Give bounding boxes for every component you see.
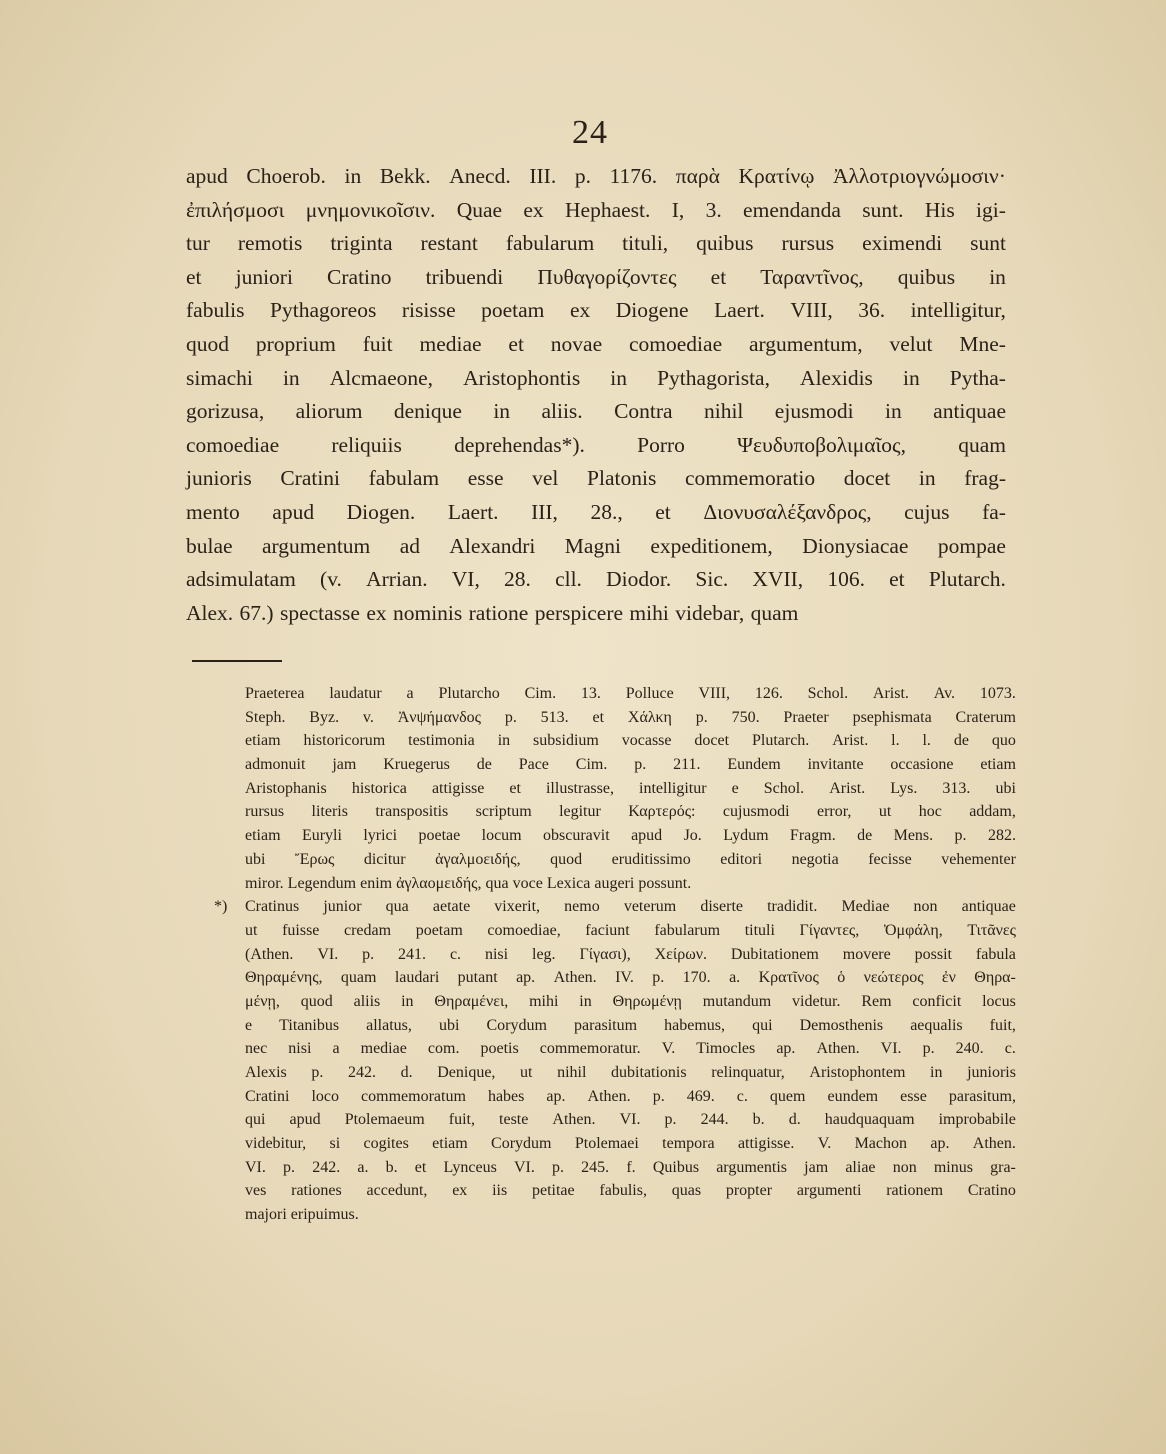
main-text-line: apud Choerob. in Bekk. Anecd. III. p. 1176. παρὰ Κρατίνῳ Ἀλλοτριογνώμοσιν· (186, 164, 1006, 188)
footnote-line: qui apud Ptolemaeum fuit, teste Athen. VI. p. 244. b. d. haudquaquam improbabile (245, 1111, 1016, 1129)
footnote-text: majori eripuimus. (245, 1206, 359, 1224)
main-text-line: mento apud Diogen. Laert. III, 28., et Διονυσαλέξανδρος, cujus fa- (186, 499, 1006, 524)
footnote-line: Cratini loco commemoratum habes ap. Athen. p. 469. c. quem eundem esse parasitum, (245, 1087, 1016, 1105)
main-text-line: adsimulatam (v. Arrian. VI, 28. cll. Diodor. Sic. XVII, 106. et Plutarch. (186, 567, 1006, 592)
footnote-line: videbitur, si cogites etiam Corydum Ptolemaei tempora attigisse. V. Machon ap. Athen. (245, 1135, 1016, 1153)
footnote-line (210, 872, 1016, 896)
footnote-line: Steph. Byz. v. Ἀνψήμανδος p. 513. et Χάλκη p. 750. Praeter psephismata Craterum (245, 708, 1016, 726)
footnote-line: ut fuisse credam poetam comoediae, faciunt fabularum tituli Γίγαντες, Ὀμφάλη, Τιτᾶνες (245, 921, 1016, 939)
footnote-line: rursus literis transpositis scriptum legitur Καρτερός: cujusmodi error, ut hoc addam, (245, 803, 1016, 821)
footnote-line: etiam Euryli lyrici poetae locum obscuravit apud Jo. Lydum Fragm. de Mens. p. 282. (245, 827, 1016, 845)
page-number: 24 (572, 114, 608, 151)
footnote-line (210, 1203, 1016, 1227)
main-text-line: ἐπιλήσμοσι μνημονικοῖσιν. Quae ex Hephaest. I, 3. emendanda sunt. His igi- (186, 197, 1006, 222)
footnote-line: Θηραμένης, quam laudari putant ap. Athen. IV. p. 170. a. Κρατῖνος ὁ νεώτερος ἐν Θηρα- (245, 969, 1016, 987)
footnote-line: admonuit jam Kruegerus de Pace Cim. p. 211. Eundem invitante occasione etiam (245, 756, 1016, 774)
main-text-line: Alex. 67.) spectasse ex nominis ratione perspicere mihi videbar, quam (186, 600, 799, 625)
footnote-line: (Athen. VI. p. 241. c. nisi leg. Γίγασι), Χείρων. Dubitationem movere possit fabula (245, 945, 1016, 963)
footnote-line: etiam historicorum testimonia in subsidium vocasse docet Plutarch. Arist. l. l. de quo (245, 732, 1016, 750)
main-text-line: fabulis Pythagoreos risisse poetam ex Diogene Laert. VIII, 36. intelligitur, (186, 298, 1006, 323)
footnote-line: *) Cratinus junior qua aetate vixerit, nemo veterum diserte tradidit. Mediae non antiquae (210, 895, 1016, 919)
main-text-line: tur remotis triginta restant fabularum tituli, quibus rursus eximendi sunt (186, 231, 1006, 256)
main-text-line: quod proprium fuit mediae et novae comoediae argumentum, velut Mne- (186, 331, 1006, 356)
main-text-line: bulae argumentum ad Alexandri Magni expeditionem, Dionysiacae pompae (186, 533, 1006, 558)
main-text-line: gorizusa, aliorum denique in aliis. Contra nihil ejusmodi in antiquae (186, 399, 1006, 424)
main-text-block (186, 160, 1006, 630)
main-text-line: junioris Cratini fabulam esse vel Platonis commemoratio docet in frag- (186, 466, 1006, 491)
footnotes-block (210, 682, 1016, 1227)
footnote-text: miror. Legendum enim ἀγλαομειδής, qua voce Lexica augeri possunt. (245, 874, 692, 892)
footnote-line: ubi Ἔρως dicitur ἀγαλμοειδής, quod eruditissimo editori negotia fecisse vehementer (245, 850, 1016, 868)
footnote-line: nec nisi a mediae com. poetis commemoratur. V. Timocles ap. Athen. VI. p. 240. c. (245, 1040, 1016, 1058)
footnote-marker: *) (214, 898, 228, 916)
main-text-line: simachi in Alcmaeone, Aristophontis in Pythagorista, Alexidis in Pytha- (186, 365, 1006, 390)
footnote-line: Aristophanis historica attigisse et illustrasse, intelligitur e Schol. Arist. Lys. 313. ubi (245, 779, 1016, 797)
footnote-divider (192, 660, 282, 662)
footnote-line: Praeterea laudatur a Plutarcho Cim. 13. Polluce VIII, 126. Schol. Arist. Av. 1073. (245, 685, 1016, 702)
footnote-line: e Titanibus allatus, ubi Corydum parasitum habemus, qui Demosthenis aequalis fuit, (245, 1016, 1016, 1034)
footnote-line: VI. p. 242. a. b. et Lynceus VI. p. 245. f. Quibus argumentis jam aliae non minus gra- (245, 1158, 1016, 1176)
footnote-line: ves rationes accedunt, ex iis petitae fabulis, quas propter argumenti rationem Cratino (245, 1182, 1016, 1200)
main-text-line: et juniori Cratino tribuendi Πυθαγορίζοντες et Ταραντῖνος, quibus in (186, 264, 1006, 289)
footnote-line: μένῃ, quod aliis in Θηραμένει, mihi in Θηρωμένῃ mutandum videtur. Rem conficit locus (245, 992, 1016, 1010)
main-text-line: comoediae reliquiis deprehendas*). Porro Ψευδυποβολιμαῖος, quam (186, 432, 1006, 457)
footnote-line: Alexis p. 242. d. Denique, ut nihil dubitationis relinquatur, Aristophontem in junioris (245, 1064, 1016, 1081)
